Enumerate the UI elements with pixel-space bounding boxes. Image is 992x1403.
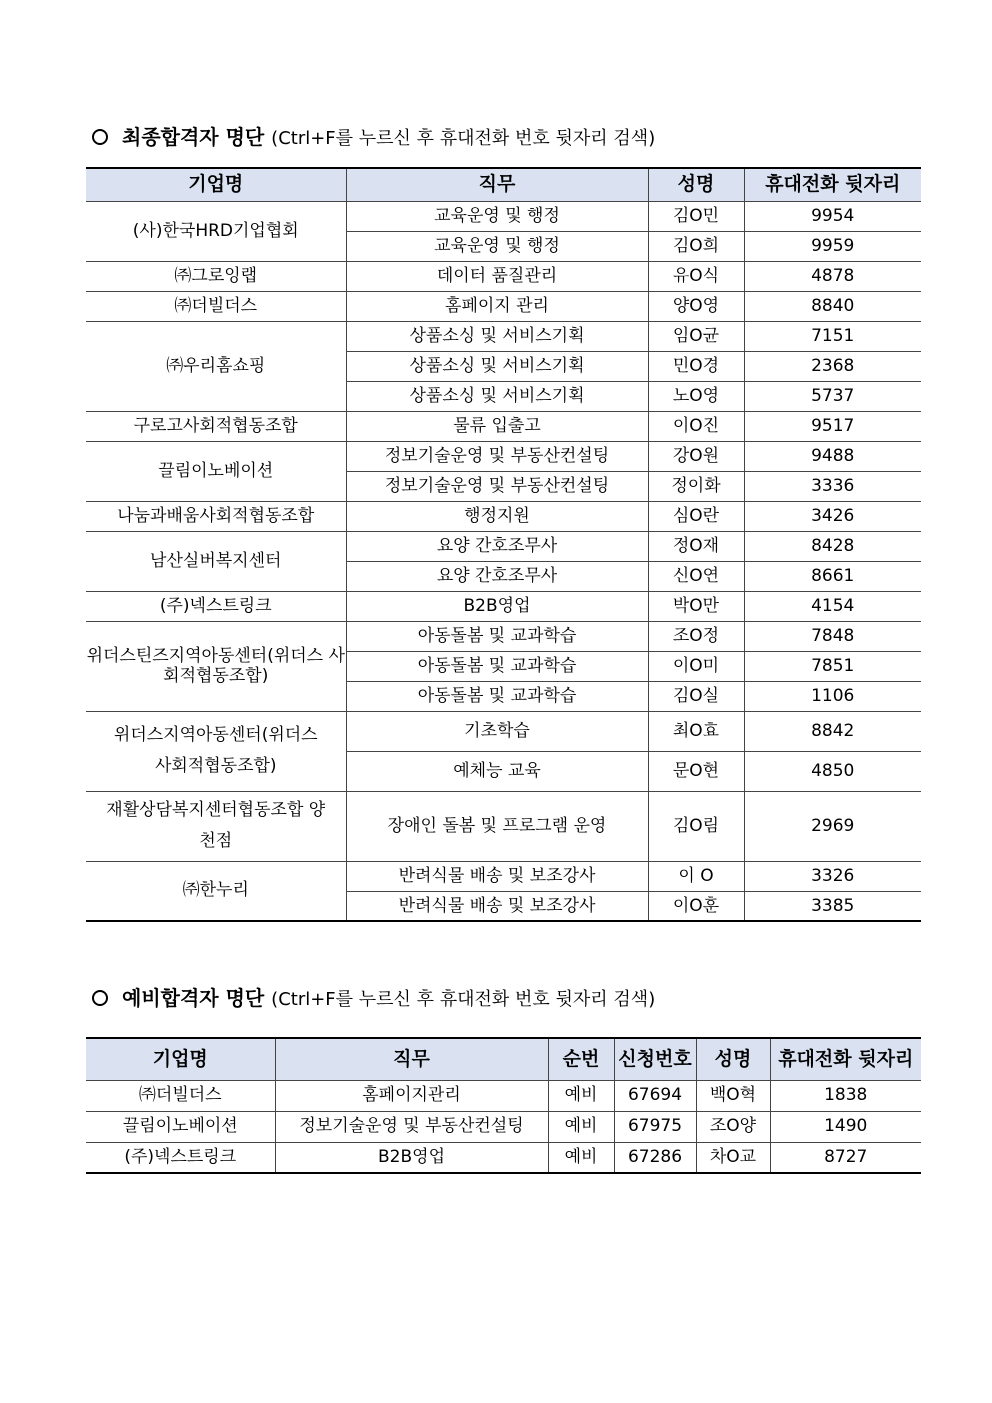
company-cell: 위더스틴즈지역아동센터(위더스 사회적협동조합) bbox=[86, 621, 346, 711]
job-cell: 교육운영 및 행정 bbox=[346, 201, 648, 231]
header-phone-last-digits: 휴대전화 뒷자리 bbox=[770, 1038, 921, 1080]
header-phone-last-digits: 휴대전화 뒷자리 bbox=[744, 168, 921, 201]
header-name: 성명 bbox=[696, 1038, 770, 1080]
phone-cell: 3426 bbox=[744, 501, 921, 531]
final-section-title: 최종합격자 명단 (Ctrl+F를 누르신 후 휴대전화 번호 뒷자리 검색) bbox=[92, 121, 655, 150]
header-job: 직무 bbox=[346, 168, 648, 201]
circle-bullet-icon bbox=[92, 129, 108, 145]
name-cell: 유O식 bbox=[648, 261, 744, 291]
job-cell: 데이터 품질관리 bbox=[346, 261, 648, 291]
name-cell: 이 O bbox=[648, 861, 744, 891]
final-results-table bbox=[86, 167, 921, 922]
company-cell: 구로고사회적협동조합 bbox=[86, 411, 346, 441]
company-cell: (주)넥스트링크 bbox=[86, 591, 346, 621]
job-cell: 아동돌봄 및 교과학습 bbox=[346, 621, 648, 651]
phone-cell: 8840 bbox=[744, 291, 921, 321]
phone-cell: 1106 bbox=[744, 681, 921, 711]
name-cell: 이O훈 bbox=[648, 891, 744, 921]
job-cell: 상품소싱 및 서비스기획 bbox=[346, 351, 648, 381]
header-application-number: 신청번호 bbox=[614, 1038, 696, 1080]
phone-cell: 7151 bbox=[744, 321, 921, 351]
name-cell: 문O현 bbox=[648, 751, 744, 791]
name-cell: 양O영 bbox=[648, 291, 744, 321]
job-cell: 상품소싱 및 서비스기획 bbox=[346, 321, 648, 351]
reserve-search-note: (Ctrl+F를 누르신 후 휴대전화 번호 뒷자리 검색) bbox=[271, 989, 656, 1010]
header-company: 기업명 bbox=[86, 168, 346, 201]
header-job: 직무 bbox=[275, 1038, 548, 1080]
final-search-note: (Ctrl+F를 누르신 후 휴대전화 번호 뒷자리 검색) bbox=[271, 128, 656, 149]
job-cell: 상품소싱 및 서비스기획 bbox=[346, 381, 648, 411]
order-cell: 예비 bbox=[548, 1142, 614, 1173]
table-row bbox=[86, 411, 921, 441]
header-order: 순번 bbox=[548, 1038, 614, 1080]
phone-cell: 8727 bbox=[770, 1142, 921, 1173]
company-cell: (주)넥스트링크 bbox=[86, 1142, 275, 1173]
job-cell: 교육운영 및 행정 bbox=[346, 231, 648, 261]
job-cell: 반려식물 배송 및 보조강사 bbox=[346, 891, 648, 921]
table-row bbox=[86, 591, 921, 621]
phone-cell: 3326 bbox=[744, 861, 921, 891]
phone-cell: 2969 bbox=[744, 791, 921, 861]
phone-cell: 8842 bbox=[744, 711, 921, 751]
phone-cell: 9954 bbox=[744, 201, 921, 231]
phone-cell: 4850 bbox=[744, 751, 921, 791]
phone-cell: 5737 bbox=[744, 381, 921, 411]
table-row bbox=[86, 711, 921, 751]
name-cell: 임O균 bbox=[648, 321, 744, 351]
job-cell: 예체능 교육 bbox=[346, 751, 648, 791]
phone-cell: 2368 bbox=[744, 351, 921, 381]
company-cell: (사)한국HRD기업협회 bbox=[86, 201, 346, 261]
job-cell: 장애인 돌봄 및 프로그램 운영 bbox=[346, 791, 648, 861]
application-number-cell: 67286 bbox=[614, 1142, 696, 1173]
table-row bbox=[86, 531, 921, 561]
phone-cell: 7848 bbox=[744, 621, 921, 651]
job-cell: 정보기술운영 및 부동산컨설팅 bbox=[346, 471, 648, 501]
order-cell: 예비 bbox=[548, 1111, 614, 1142]
name-cell: 심O란 bbox=[648, 501, 744, 531]
company-cell: 끌림이노베이션 bbox=[86, 441, 346, 501]
company-cell: 끌림이노베이션 bbox=[86, 1111, 275, 1142]
name-cell: 조O양 bbox=[696, 1111, 770, 1142]
name-cell: 이O진 bbox=[648, 411, 744, 441]
table-row bbox=[86, 261, 921, 291]
job-cell: 요양 간호조무사 bbox=[346, 531, 648, 561]
header-name: 성명 bbox=[648, 168, 744, 201]
company-cell: ㈜그로잉랩 bbox=[86, 261, 346, 291]
company-cell: ㈜더빌더스 bbox=[86, 1080, 275, 1111]
name-cell: 김O림 bbox=[648, 791, 744, 861]
phone-cell: 4154 bbox=[744, 591, 921, 621]
table-row bbox=[86, 1080, 921, 1111]
job-cell: 홈페이지 관리 bbox=[346, 291, 648, 321]
name-cell: 김O실 bbox=[648, 681, 744, 711]
company-cell: 재활상담복지센터협동조합 양천점 bbox=[86, 791, 346, 861]
phone-cell: 8428 bbox=[744, 531, 921, 561]
job-cell: 행정지원 bbox=[346, 501, 648, 531]
phone-cell: 3336 bbox=[744, 471, 921, 501]
job-cell: 정보기술운영 및 부동산컨설팅 bbox=[275, 1111, 548, 1142]
name-cell: 이O미 bbox=[648, 651, 744, 681]
job-cell: 기초학습 bbox=[346, 711, 648, 751]
table-row bbox=[86, 791, 921, 861]
header-company: 기업명 bbox=[86, 1038, 275, 1080]
table-row bbox=[86, 621, 921, 651]
table-row bbox=[86, 201, 921, 231]
reserve-results-table bbox=[86, 1037, 921, 1174]
job-cell: 반려식물 배송 및 보조강사 bbox=[346, 861, 648, 891]
name-cell: 김O민 bbox=[648, 201, 744, 231]
job-cell: B2B영업 bbox=[275, 1142, 548, 1173]
name-cell: 박O만 bbox=[648, 591, 744, 621]
table-row bbox=[86, 501, 921, 531]
job-cell: 물류 입출고 bbox=[346, 411, 648, 441]
table-row bbox=[86, 291, 921, 321]
name-cell: 민O경 bbox=[648, 351, 744, 381]
job-cell: 아동돌봄 및 교과학습 bbox=[346, 681, 648, 711]
name-cell: 정O재 bbox=[648, 531, 744, 561]
company-cell: 위더스지역아동센터(위더스 사회적협동조합) bbox=[86, 711, 346, 791]
circle-bullet-icon bbox=[92, 990, 108, 1006]
phone-cell: 1838 bbox=[770, 1080, 921, 1111]
company-cell: 남산실버복지센터 bbox=[86, 531, 346, 591]
name-cell: 정이화 bbox=[648, 471, 744, 501]
table-row bbox=[86, 861, 921, 891]
job-cell: 요양 간호조무사 bbox=[346, 561, 648, 591]
order-cell: 예비 bbox=[548, 1080, 614, 1111]
company-cell: ㈜더빌더스 bbox=[86, 291, 346, 321]
name-cell: 신O연 bbox=[648, 561, 744, 591]
company-cell: ㈜우리홈쇼핑 bbox=[86, 321, 346, 411]
company-cell: ㈜한누리 bbox=[86, 861, 346, 921]
name-cell: 노O영 bbox=[648, 381, 744, 411]
phone-cell: 9517 bbox=[744, 411, 921, 441]
name-cell: 김O희 bbox=[648, 231, 744, 261]
phone-cell: 4878 bbox=[744, 261, 921, 291]
name-cell: 백O혁 bbox=[696, 1080, 770, 1111]
table-row bbox=[86, 1111, 921, 1142]
name-cell: 조O정 bbox=[648, 621, 744, 651]
job-cell: 홈페이지관리 bbox=[275, 1080, 548, 1111]
job-cell: 정보기술운영 및 부동산컨설팅 bbox=[346, 441, 648, 471]
job-cell: 아동돌봄 및 교과학습 bbox=[346, 651, 648, 681]
application-number-cell: 67694 bbox=[614, 1080, 696, 1111]
table-row bbox=[86, 1142, 921, 1173]
phone-cell: 7851 bbox=[744, 651, 921, 681]
name-cell: 최O효 bbox=[648, 711, 744, 751]
application-number-cell: 67975 bbox=[614, 1111, 696, 1142]
name-cell: 강O원 bbox=[648, 441, 744, 471]
company-cell: 나눔과배움사회적협동조합 bbox=[86, 501, 346, 531]
phone-cell: 3385 bbox=[744, 891, 921, 921]
table-row bbox=[86, 441, 921, 471]
table-row bbox=[86, 321, 921, 351]
job-cell: B2B영업 bbox=[346, 591, 648, 621]
phone-cell: 1490 bbox=[770, 1111, 921, 1142]
phone-cell: 9488 bbox=[744, 441, 921, 471]
phone-cell: 8661 bbox=[744, 561, 921, 591]
name-cell: 차O교 bbox=[696, 1142, 770, 1173]
reserve-section-title: 예비합격자 명단 (Ctrl+F를 누르신 후 휴대전화 번호 뒷자리 검색) bbox=[92, 982, 655, 1011]
phone-cell: 9959 bbox=[744, 231, 921, 261]
